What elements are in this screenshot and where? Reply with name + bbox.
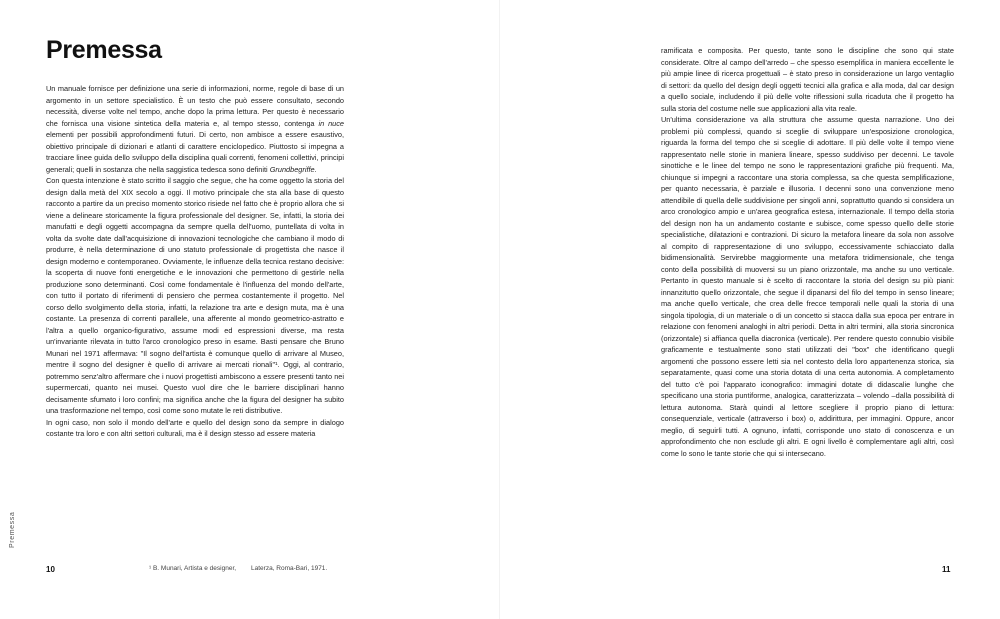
intro-text-end: .	[314, 164, 317, 174]
running-head: Premessa	[9, 511, 16, 548]
page-number-right: 11	[942, 565, 951, 574]
left-page-body	[46, 83, 344, 440]
intro-text-middle: elementi per possibili approfondimenti futuri. Di certo, non ambisce a essere esaustivo, obiettivo principale di dizionari e atlanti di carattere enciclopedico. Piuttosto si impegna a tracciare linee guida dello sviluppo della disciplina quali correnti, fenomeni collettivi, principi generali; quelli in sostanza che nella saggistica tedesca sono definiti	[46, 130, 344, 174]
page-number-left: 10	[46, 565, 55, 574]
paragraph-structure: Un'ultima considerazione va alla struttura che assume questa narrazione. Uno dei problemi più complessi, quando si sceglie di sviluppare un'esposizione cronologica, riguarda la forma del tempo che si sceglie di adottare. Il più delle volte il tempo viene rappresentato nelle storie in maniera lineare, spesso suddiviso per decenni. Le tavole sinottiche e le linee del tempo ne sono le rappresentazioni grafiche più frequenti. Ma, chiunque si impegni a raccontare una storia complessa, sa che questa semplificazione, per quanto necessaria, è parziale e illusoria. I decenni sono una convenzione meno attendibile di quella delle suddivisione per singoli anni, soprattutto quando si considera un arco cronologico ampio e un'area geografica estesa, internazionale. Il tempo della storia del design non ha un andamento costante e subisce, come spesso quello delle storie specialistiche, dilatazioni e contrazioni. Di sicuro la metafora lineare da sola non assolve al compito di rappresentazione di uno sviluppo, eccessivamente schiacciato dalla bidimensionalità. Servirebbe maggiormente una metafora tridimensionale, che tenga conto della possibilità di muoversi su un piano orizzontale, ma anche su uno verticale. Pertanto in questo manuale si è scelto di raccontare la storia del design su più piani: innanzitutto quello orizzontale, che segue il dipanarsi del filo del tempo in senso lineare; ma anche quello verticale, che crea delle frecce temporali nelle quali la storia di una singola tipologia, di un materiale o di un concetto si stacca dalla sua epoca per entrare in relazione con fenomeni analoghi in altri periodi. Detta in altri termini, alla storia sincronica (orizzontale) si affianca quella diacronica (verticale). Per rendere questo connubio visibile graficamente e testualmente sono stati utilizzati dei "box" che identificano quegli argomenti che possono essere letti sia nel contesto della loro appartenenza storica, sia separatamente, quasi come una storia dotata di una certa autonomia. A completamento del tutto c'è poi l'apparato iconografico: immagini dotate di didascalie lunghe che specificano una storia puntiforme, analogica, caratterizzata – volendo –dalla possibilità di lettura autonoma. Starà quindi al lettore scegliere il proprio piano di lettura: consequenziale, verticale (attraverso i box) o, addirittura, per immagini. Oppure, ancor meglio, di seguirli tutti. A ognuno, infatti, corrisponde uno stato di conoscenza e un approfondimento che non esclude gli altri. E ogni livello è complementare agli altri, così come lo sono le tante storie che qui si intersecano.	[661, 115, 954, 458]
right-page-body	[661, 45, 954, 459]
paragraph-dialogue: In ogni caso, non solo il mondo dell'arte e quello del design sono da sempre in dialogo costante tra loro e con altri settori culturali, ma è il design stesso ad essere materia	[46, 417, 344, 438]
footnote-publisher: Laterza, Roma-Bari, 1971.	[251, 565, 328, 572]
intro-emphasis-grundbegriffe: Grundbegriffe	[269, 164, 315, 174]
paragraph-disciplines: ramificata e composita. Per questo, tante sono le discipline che sono qui state considerate. Oltre al campo dell'arredo – che spesso esemplifica in maniera eccellente le più ampie linee di ricerca progettuali – è stato preso in considerazione un largo ventaglio di settori: da quello del design degli oggetti tecnici alla grafica e alla moda, dal car design a quello sociale, includendo il più delle volte riflessioni sulla ricaduta che il progetto ha sulla storia del costume nelle sue applicazioni alla vita reale.	[661, 46, 954, 113]
intro-text-start: Un manuale fornisce per definizione una serie di informazioni, norme, regole di base di un argomento in un settore specialistico. È un testo che può essere consultato, secondo necessità, diverse volte nel tempo, anche dopo la prima lettura. Per questo è necessario che fornisca una visione sintetica della materia e, al tempo stesso, contenga	[46, 84, 344, 128]
paragraph-history: Con questa intenzione è stato scritto il saggio che segue, che ha come oggetto la storia del design dalla metà del XIX secolo a oggi. Il motivo principale che sta alla base di questo racconto a partire da un preciso momento storico risiede nel fatto che è proprio allora che si viene a delineare storicamente la figura professionale del designer. Se, infatti, la storia dei manufatti e degli oggetti accompagna da sempre quella dell'uomo, puntellata di volta in volta da svolte date dall'acquisizione di innovazioni tecnologiche che cambiano il modo di produrre, è nella determinazione di uno statuto professionale di progettista che nasce il design moderno e contemporaneo. Ovviamente, le influenze della tecnica restano decisive: la scoperta di nuove fonti energetiche e le innovazioni che permettono di gestirle nella produzione sono determinanti. Così come fondamentale è l'influenza del mondo dell'arte, con tutto il portato di riferimenti di pensiero che permea costantemente il progetto. Nel corso dello svolgimento della storia, infatti, la relazione tra arte e design muta, ma è una costante. La presenza di correnti parallele, una afferente al mondo geometrico-astratto e l'altra a quello organico-figurativo, assume modi ed espressioni diverse, ma resta un'invariante rilevata in tutto l'arco cronologico preso in esame. Basti pensare che Bruno Munari nel 1971 affermava: "Il sogno dell'artista è comunque quello di arrivare al Museo, mentre il sogno del designer è quello di arrivare ai mercati rionali"¹. Oggi, al contrario, potremmo senz'altro affermare che i nuovi progettisti ambiscono a essere presenti tanto nei supermercati, quanto nei musei. Questo vuol dire che le barriere disciplinari hanno decisamente sfumato i loro confini; ma significa anche che la figura del designer ha subito una trasformazione nel tempo, così come sono mutate le reti distributive.	[46, 176, 344, 415]
intro-emphasis-in-nuce: in nuce	[318, 118, 345, 128]
footnote-citation: ¹ B. Munari, Artista e designer,	[149, 565, 237, 572]
chapter-title: Premessa	[46, 36, 162, 64]
paragraph-intro	[46, 83, 344, 175]
